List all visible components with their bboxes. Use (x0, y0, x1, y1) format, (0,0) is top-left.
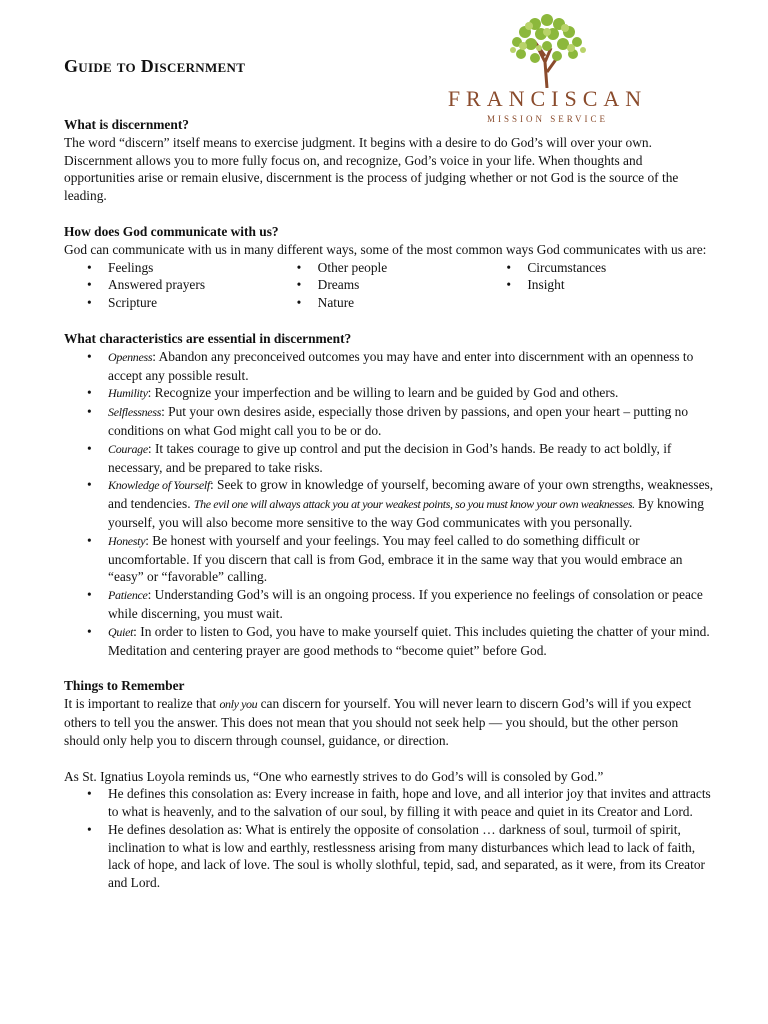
ignatius-quote: As St. Ignatius Loyola reminds us, “One who earnestly strives to do God’s will is consoled by God.” (64, 768, 604, 784)
section-heading-discernment: What is discernment? (64, 117, 189, 132)
characteristics-list (85, 348, 714, 660)
list-item: • Scripture (85, 294, 295, 312)
section-text-remember: It is important to realize that only you can discern for yourself. You will never learn to discern God’s will if you expect others to tell you the answer. This does not mean that you should not seek help — you should, but the other person should only help you to discern through counsel, guidance, or direction. (64, 696, 692, 748)
term: Selflessness (108, 405, 162, 420)
list-item: • Circumstances (504, 259, 714, 277)
term: Humility (108, 386, 148, 401)
section-heading-characteristics: What characteristics are essential in discernment? (64, 330, 352, 346)
page-title: Guide to Discernment (64, 56, 246, 76)
list-item: • Honesty: Be honest with yourself and your feelings. You may feel called to do something difficult or uncomfortable. If you discern that call is from God, embrace it in the same way that you would embrace an “easy” or “favorable” calling. (85, 532, 714, 586)
ways-column-3 (504, 259, 714, 312)
list-item: • Selflessness: Put your own desires aside, especially those driven by passions, and open your heart – putting no conditions on what God might call you to be or do. (85, 403, 714, 440)
ways-column-1 (85, 259, 295, 312)
list-item: • Dreams (295, 276, 505, 294)
list-item: • Knowledge of Yourself: Seek to grow in knowledge of yourself, becoming aware of your own strengths, weaknesses, and tendencies. The evil one will always attack you at your weakest points, so you must know your own weaknesses. By knowing yourself, you will also become more sensitive to the way God communicates with you personally. (85, 476, 714, 531)
list-item: • Humility: Recognize your imperfection and be willing to learn and be guided by God and others. (85, 384, 714, 403)
term: Courage (108, 441, 148, 456)
ways-column-2 (295, 259, 505, 312)
section-text-discernment: The word “discern” itself means to exercise judgment. It begins with a desire to do God’s will over your own. Discernment allows you to more fully focus on, and recognize, God’s voice in your life. When thoughts and opportunities arise or remain elusive, discernment is the process of judging whether or not God is the source of the leading. (64, 134, 679, 204)
term: Honesty (108, 533, 146, 548)
consolation-list (85, 785, 714, 892)
term: Patience (108, 588, 148, 603)
list-item: • Nature (295, 294, 505, 312)
list-item: • Other people (295, 259, 505, 277)
term: Openness (108, 349, 153, 364)
tree-icon (495, 12, 600, 88)
list-item: • He defines this consolation as: Every increase in faith, hope and love, and all interior joy that invites and attracts to what is heavenly, and to the salvation of our soul, by filling it with peace and quiet in its Creator and Lord. (85, 785, 714, 821)
list-item: • Feelings (85, 259, 295, 277)
term: Quiet (108, 624, 134, 639)
list-item: • Insight (504, 276, 714, 294)
list-item: • Patience: Understanding God’s will is an ongoing process. If you experience no feelings of consolation or peace while discerning, you must wait. (85, 586, 714, 623)
list-item: • Courage: It takes courage to give up control and put the decision in God’s hands. Be ready to act boldly, if necessary, and be prepared to take risks. (85, 440, 714, 477)
communication-ways-list (85, 259, 714, 312)
franciscan-logo (425, 12, 670, 122)
logo-name: FRANCISCAN (447, 86, 648, 111)
document-body (64, 116, 714, 892)
section-heading-communicate: How does God communicate with us? (64, 223, 279, 239)
list-item: • Quiet: In order to listen to God, you have to make yourself quiet. This includes quieting the chatter of your mind. Meditation and centering prayer are good methods to “become quiet” before God. (85, 623, 714, 660)
logo-subtitle: MISSION SERVICE (486, 114, 609, 124)
list-item: • Openness: Abandon any preconceived outcomes you may have and enter into discernment with an openness to accept any possible result. (85, 348, 714, 385)
list-item: • He defines desolation as: What is entirely the opposite of consolation … darkness of soul, turmoil of spirit, inclination to what is low and earthly, restlessness arising from many disturbances which lead to lack of faith, lack of hope, and lack of love. The soul is wholly slothful, tepid, sad, and separated, as it were, from its Creator and Lord. (85, 821, 714, 892)
section-text-communicate: God can communicate with us in many different ways, some of the most common ways God communicates with us are: (64, 241, 707, 257)
term: Knowledge of Yourself (108, 478, 210, 493)
section-heading-remember: Things to Remember (64, 678, 185, 694)
list-item: • Answered prayers (85, 276, 295, 294)
